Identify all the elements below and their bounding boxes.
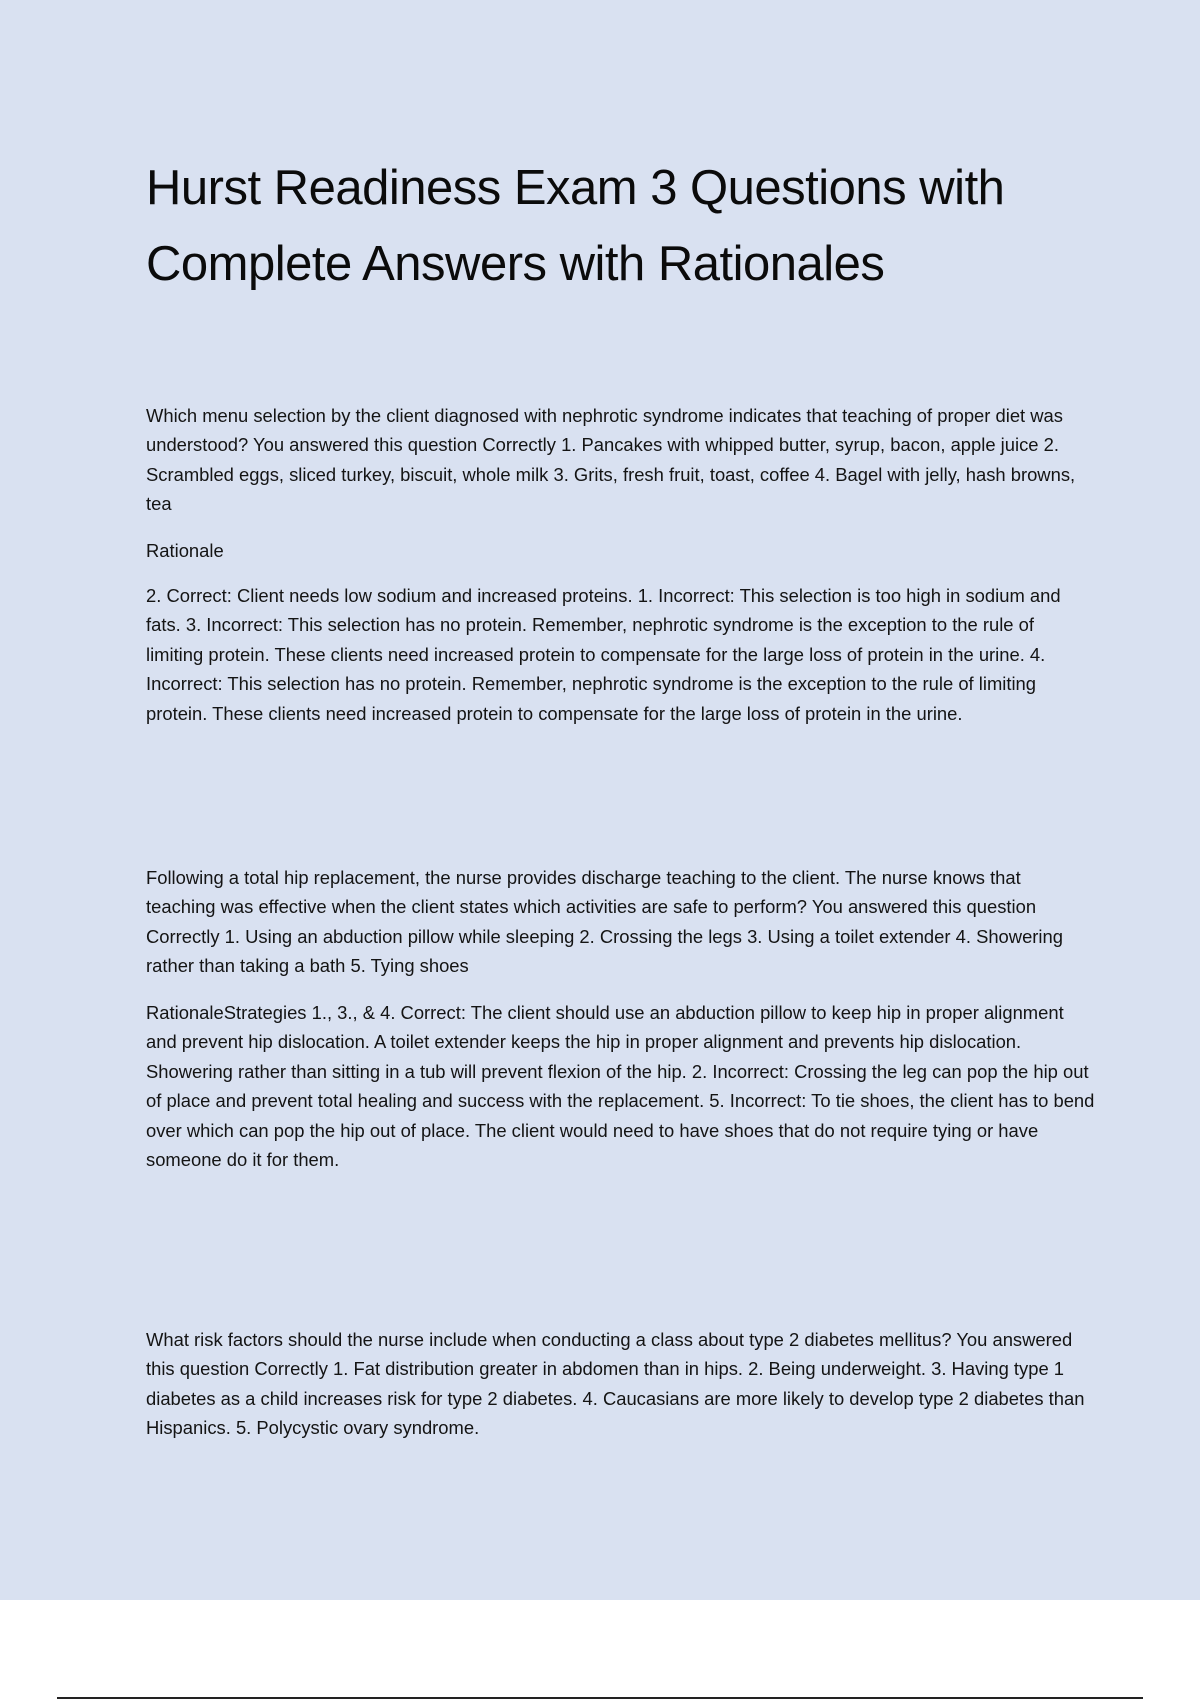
footer-divider xyxy=(57,1697,1143,1699)
document-content xyxy=(146,150,1095,1439)
rationale-2-text: RationaleStrategies 1., 3., & 4. Correct: The client should use an abduction pillow to keep hip in proper alignment and prevent hip dislocation. A toilet extender keeps the hip in proper alignment and prevents hip dislocation. Showering rather than sitting in a tub will prevent flexion of the hip. 2. Incorrect: Crossing the leg can pop the hip out of place and prevent total healing and success with the replacement. 5. Incorrect: To tie shoes, the client has to bend over which can pop the hip out of place. The client would need to have shoes that do not require tying or have someone do it for them. xyxy=(146,1002,1095,1171)
question-2-text: Following a total hip replacement, the nurse provides discharge teaching to the client. The nurse knows that teaching was effective when the client states which activities are safe to perform? You answered this question Correctly 1. Using an abduction pillow while sleeping 2. Crossing the legs 3. Using a toilet extender 4. Showering rather than taking a bath 5. Tying shoes xyxy=(146,867,1063,977)
rationale-1-text: 2. Correct: Client needs low sodium and increased proteins. 1. Incorrect: This selection is too high in sodium and fats. 3. Incorrect: This selection has no protein. Remember, nephrotic syndrome is the exception to the rule of limiting protein. These clients need increased protein to compensate for the large loss of protein in the urine. 4. Incorrect: This selection has no protein. Remember, nephrotic syndrome is the exception to the rule of limiting protein. These clients need increased protein to compensate for the large loss of protein in the urine. xyxy=(146,585,1061,724)
question-3-text: What risk factors should the nurse include when conducting a class about type 2 diabetes mellitus? You answered this question Correctly 1. Fat distribution greater in abdomen than in hips. 2. Being underweight. 3. Having type 1 diabetes as a child increases risk for type 2 diabetes. 4. Caucasians are more likely to develop type 2 diabetes than Hispanics. 5. Polycystic ovary syndrome. xyxy=(146,1329,1085,1439)
question-1-text: Which menu selection by the client diagnosed with nephrotic syndrome indicates that teaching of proper diet was understood? You answered this question Correctly 1. Pancakes with whipped butter, syrup, bacon, apple juice 2. Scrambled eggs, sliced turkey, biscuit, whole milk 3. Grits, fresh fruit, toast, coffee 4. Bagel with jelly, hash browns, tea xyxy=(146,405,1076,515)
document-title: Hurst Readiness Exam 3 Questions with Complete Answers with Rationales xyxy=(146,161,1005,291)
rationale-1-label: Rationale xyxy=(146,540,224,561)
